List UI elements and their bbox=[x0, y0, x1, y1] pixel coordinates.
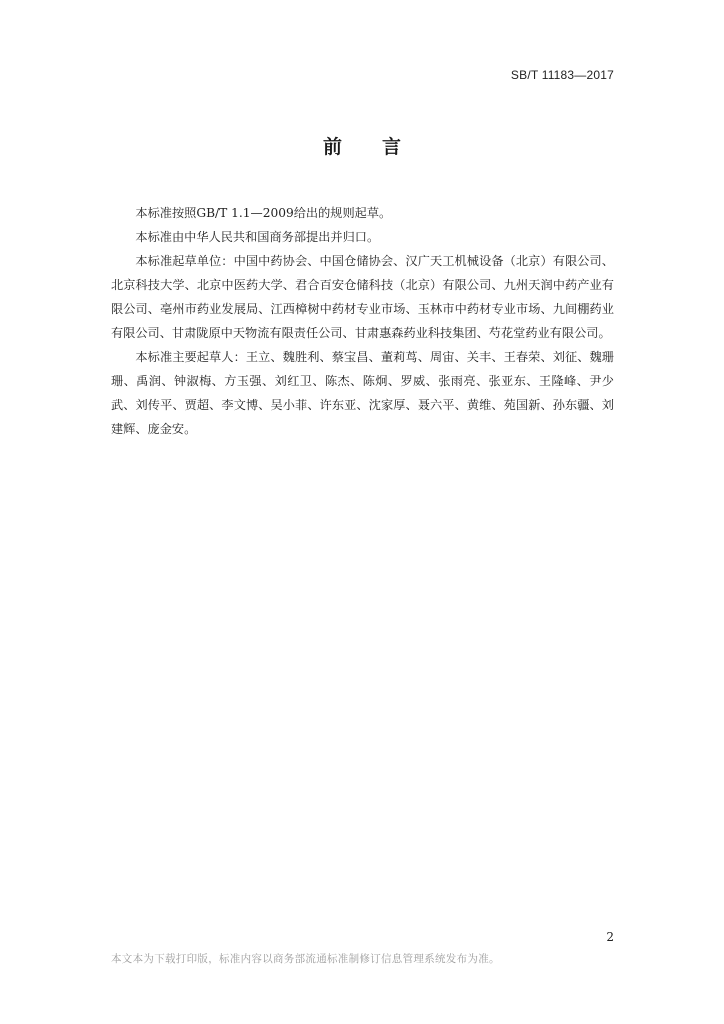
paragraph-drafting-units: 本标准起草单位：中国中药协会、中国仓储协会、汉广天工机械设备（北京）有限公司、北京科技大学、北京中医药大学、君合百安仓储科技（北京）有限公司、九州天润中药产业有限公司、亳州市药业发展局、江西樟树中药材专业市场、玉林市中药材专业市场、九间棚药业有限公司、甘肃陇原中天物流有限责任公司、甘肃惠森药业科技集团、芍花堂药业有限公司。 bbox=[111, 254, 614, 340]
page-number: 2 bbox=[606, 930, 614, 944]
paragraph-main-drafters: 本标准主要起草人：王立、魏胜利、蔡宝昌、董莉茑、周宙、关丰、王春荣、刘征、魏珊珊、禹润、钟淑梅、方玉强、刘红卫、陈杰、陈炯、罗威、张雨亮、张亚东、王隆峰、尹少武、刘传平、贾超、李文博、吴小菲、许东亚、沈家厚、聂六平、黄维、苑国新、孙东疆、刘建辉、庞金安。 bbox=[111, 350, 614, 436]
footer-note: 本文本为下载打印版，标准内容以商务部流通标准制修订信息管理系统发布为准。 bbox=[111, 953, 500, 965]
paragraph-proposer: 本标准由中华人民共和国商务部提出并归口。 bbox=[135, 230, 380, 244]
paragraph-drafting-rules: 本标准按照GB/T 1.1—2009给出的规则起草。 bbox=[135, 206, 392, 220]
standard-code: SB/T 11183—2017 bbox=[510, 68, 614, 82]
page-title: 前言 bbox=[322, 136, 441, 158]
foreword-body bbox=[111, 201, 614, 441]
